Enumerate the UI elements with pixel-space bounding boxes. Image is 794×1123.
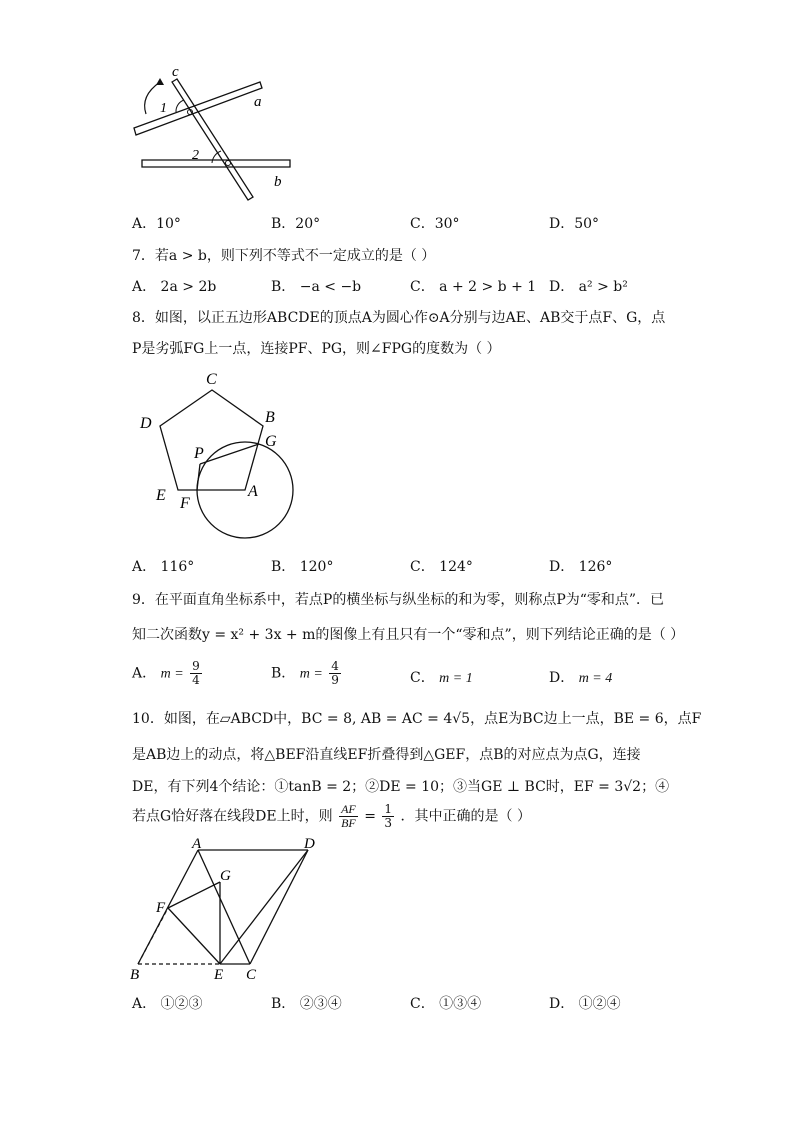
- q9-option-b-prefix: B．: [271, 665, 296, 682]
- q10-option-a[interactable]: A． ①②③: [132, 996, 203, 1012]
- q9-option-c-prefix: C．: [410, 670, 435, 686]
- q10-equals: =: [364, 808, 376, 825]
- q9-stem-line1: 9．在平面直角坐标系中，若点P的横坐标与纵坐标的和为零，则称点P为“零和点”．已: [132, 592, 665, 608]
- q8-option-d[interactable]: D． 126°: [549, 559, 613, 575]
- rotation-arrow: [145, 82, 160, 114]
- q6-option-d[interactable]: D．50°: [549, 216, 600, 232]
- label-D: D: [140, 415, 152, 432]
- q8-option-c[interactable]: C． 124°: [410, 559, 473, 575]
- q10-stem-line1: 10．如图，在▱ABCD中，BC = 8, AB = AC = 4√5，点E为BC边上一点，BE = 6，点F: [132, 711, 702, 727]
- q10-frac-bf: BF: [341, 816, 356, 830]
- q7-stem: 7．若a > b，则下列不等式不一定成立的是（ ）: [132, 248, 436, 264]
- q10-option-d[interactable]: D． ①②④: [549, 996, 621, 1012]
- q9-option-c[interactable]: [410, 667, 473, 687]
- q6-option-a[interactable]: A．10°: [132, 216, 181, 232]
- q10-frac-one-third: [382, 803, 394, 830]
- label-B: B: [265, 409, 275, 426]
- q9-option-b[interactable]: [271, 660, 343, 687]
- label-2: 2: [192, 148, 199, 163]
- q8-stem-line2: P是劣弧FG上一点，连接PF、PG，则∠FPG的度数为（ ）: [132, 341, 501, 357]
- label-B: B: [130, 967, 140, 983]
- segment-ab: [138, 850, 198, 964]
- label-c: c: [172, 64, 179, 80]
- label-F: F: [180, 495, 190, 512]
- label-1: 1: [160, 101, 167, 116]
- q6-option-b[interactable]: B．20°: [271, 216, 321, 232]
- label-A: A: [248, 483, 258, 500]
- segment-de: [220, 850, 308, 964]
- q9-option-d[interactable]: [549, 667, 612, 687]
- q9-option-b-den: 9: [331, 673, 339, 687]
- q9-option-c-text: m = 1: [439, 671, 473, 686]
- label-C: C: [206, 371, 217, 388]
- segment-pg: [200, 444, 259, 464]
- q10-frac-af-bf: [339, 803, 358, 830]
- q7-option-a[interactable]: A． 2a > 2b: [132, 279, 217, 295]
- label-A: A: [192, 836, 202, 852]
- q10-stem-line4-post: ．其中正确的是（ ）: [400, 808, 531, 825]
- q9-option-b-var: m =: [299, 666, 323, 682]
- q7-option-d[interactable]: D． a² > b²: [549, 279, 628, 295]
- line-c: [172, 79, 253, 200]
- q9-option-a-den: 4: [192, 673, 200, 687]
- q8-stem-line1: 8．如图，以正五边形ABCDE的顶点A为圆心作⊙A分别与边AE、AB交于点F、G，点: [132, 310, 666, 326]
- q10-stem-line4-pre: 若点G恰好落在线段DE上时，则: [132, 808, 333, 825]
- q9-option-b-num: 4: [331, 659, 339, 673]
- label-F: F: [156, 900, 166, 916]
- label-G: G: [265, 433, 277, 450]
- label-D: D: [304, 836, 315, 852]
- line-b: [142, 160, 290, 167]
- q8-figure: [130, 368, 310, 548]
- q10-stem-line2: 是AB边上的动点，将△BEF沿直线EF折叠得到△GEF，点B的对应点为点G，连接: [132, 747, 641, 763]
- q9-option-a-prefix: A．: [132, 665, 157, 682]
- q6-option-c[interactable]: C．30°: [410, 216, 460, 232]
- q10-frac-one: 1: [384, 802, 393, 816]
- q10-option-c[interactable]: C． ①③④: [410, 996, 482, 1012]
- q9-option-b-fraction: [329, 660, 341, 687]
- q9-option-d-prefix: D．: [549, 670, 575, 686]
- label-P: P: [194, 445, 204, 462]
- q9-option-a-num: 9: [192, 659, 200, 673]
- q10-stem-line3: DE，有下列4个结论：①tanB = 2；②DE = 10；③当GE ⊥ BC时，EF = 3√2；④: [132, 779, 670, 795]
- segment-pf: [197, 464, 200, 490]
- q9-option-a-fraction: [190, 660, 202, 687]
- label-E: E: [214, 967, 224, 983]
- rotation-arrowhead: [156, 78, 164, 85]
- q9-stem-line2: 知二次函数y = x² + 3x + m的图像上有且只有一个“零和点”，则下列结论正确的是（ ）: [132, 627, 685, 643]
- q9-option-a[interactable]: [132, 660, 204, 687]
- q10-option-b[interactable]: B． ②③④: [271, 996, 342, 1012]
- q7-option-b[interactable]: B． −a < −b: [271, 279, 362, 295]
- q10-frac-af: AF: [341, 802, 356, 816]
- q6-figure: [120, 62, 310, 204]
- pivot-2: [226, 161, 231, 166]
- label-a: a: [254, 94, 262, 110]
- segment-fg: [168, 882, 220, 908]
- q9-option-a-var: m =: [160, 666, 184, 682]
- pentagon-abcde: [160, 390, 263, 490]
- q7-option-c[interactable]: C． a + 2 > b + 1: [410, 279, 537, 295]
- q10-stem-line4: [132, 803, 531, 830]
- segment-dc: [250, 850, 308, 964]
- label-b: b: [274, 174, 282, 190]
- segment-fe: [168, 908, 220, 964]
- q8-option-b[interactable]: B． 120°: [271, 559, 334, 575]
- q10-figure: [128, 836, 328, 986]
- line-a: [134, 82, 262, 135]
- label-G: G: [220, 868, 231, 884]
- q9-option-d-text: m = 4: [578, 671, 613, 686]
- q8-option-a[interactable]: A． 116°: [132, 559, 195, 575]
- label-E: E: [156, 487, 166, 504]
- q10-frac-three: 3: [384, 816, 393, 830]
- label-C: C: [246, 967, 257, 983]
